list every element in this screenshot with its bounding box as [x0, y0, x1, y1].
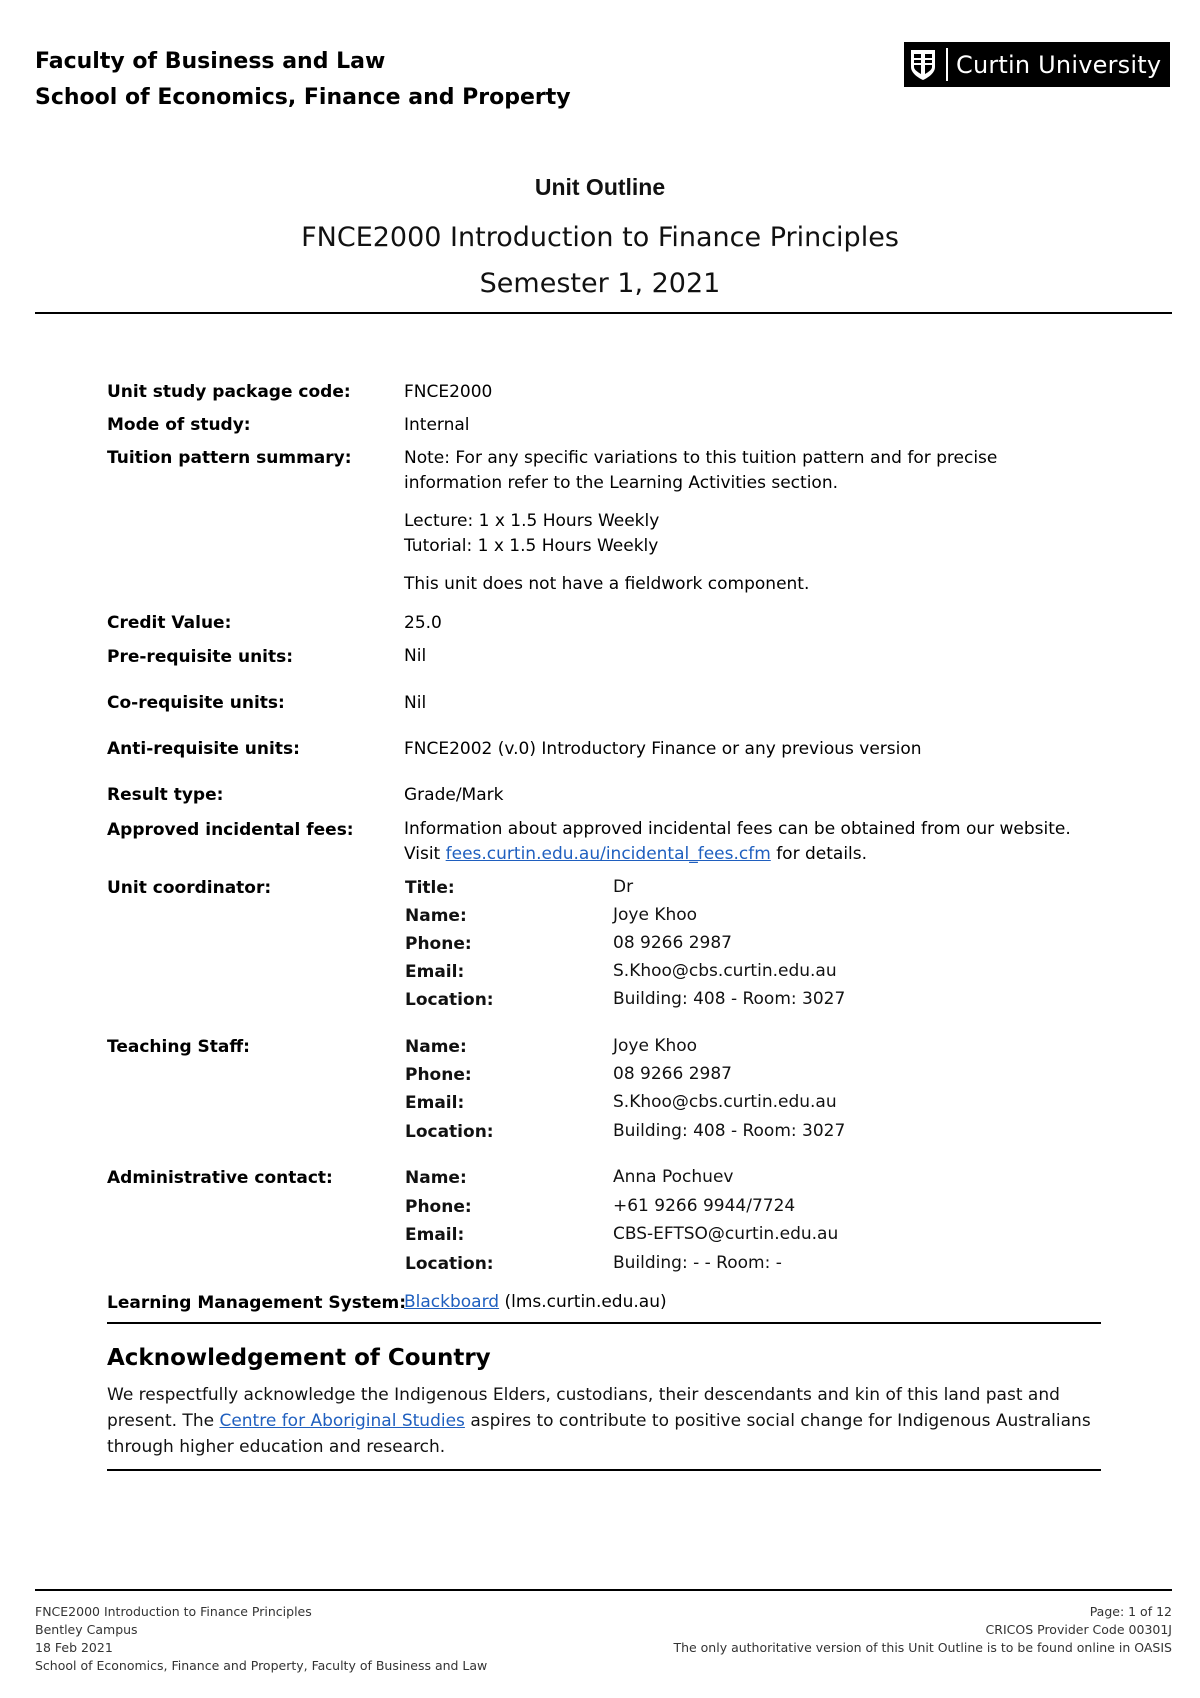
tuition-note-line-1: Note: For any specific variations to this tuition pattern and for precise: [404, 448, 998, 468]
acknowledgement-text-start: We respectfully acknowledge the Indigenous Elders, custodians, their descendants and kin of this land past and present. The: [107, 1385, 1060, 1431]
acknowledgement-heading: Acknowledgement of Country: [107, 1345, 491, 1371]
admin-phone-label: Phone:: [405, 1197, 472, 1217]
faculty-name: Faculty of Business and Law: [35, 49, 386, 74]
coordinator-location-label: Location:: [405, 990, 494, 1010]
logo-text: Curtin University: [956, 50, 1162, 79]
admin-name: Anna Pochuev: [613, 1167, 734, 1187]
prereq-label: Pre-requisite units:: [107, 647, 294, 667]
admin-phone: +61 9266 9944/7724: [613, 1196, 796, 1216]
admin-name-label: Name:: [405, 1168, 467, 1188]
package-code-label: Unit study package code:: [107, 382, 351, 402]
centre-aboriginal-studies-link[interactable]: Centre for Aboriginal Studies: [219, 1411, 465, 1431]
tuition-note-line-2: information refer to the Learning Activities section.: [404, 473, 838, 493]
fees-info: Information about approved incidental fees can be obtained from our website.: [404, 819, 1071, 839]
coreq-value: Nil: [404, 693, 427, 713]
teaching-label: Teaching Staff:: [107, 1037, 250, 1057]
mode-label: Mode of study:: [107, 415, 251, 435]
admin-email-label: Email:: [405, 1225, 465, 1245]
result-value: Grade/Mark: [404, 785, 504, 805]
admin-email: CBS-EFTSO@curtin.edu.au: [613, 1224, 839, 1244]
package-code-value: FNCE2000: [404, 382, 493, 402]
mode-value: Internal: [404, 415, 470, 435]
document-kind: Unit Outline: [534, 174, 666, 200]
admin-location: Building: - - Room: -: [613, 1253, 782, 1273]
logo-divider: [946, 48, 948, 81]
acknowledgement-divider: [107, 1469, 1101, 1471]
fees-visit-line: [404, 842, 867, 867]
teaching-email: S.Khoo@cbs.curtin.edu.au: [613, 1092, 837, 1112]
curtin-logo: [904, 42, 1170, 87]
teaching-location: Building: 408 - Room: 3027: [613, 1121, 846, 1141]
antireq-value: FNCE2002 (v.0) Introductory Finance or any previous version: [404, 739, 922, 759]
coordinator-label: Unit coordinator:: [107, 878, 272, 898]
footer-school: School of Economics, Finance and Property, Faculty of Business and Law: [35, 1658, 488, 1673]
coreq-label: Co-requisite units:: [107, 693, 285, 713]
fees-visit-text: Visit: [404, 844, 446, 864]
coordinator-phone: 08 9266 2987: [613, 933, 732, 953]
tutorial-pattern: Tutorial: 1 x 1.5 Hours Weekly: [404, 536, 659, 556]
coordinator-email-label: Email:: [405, 962, 465, 982]
faculty-heading: [35, 44, 571, 116]
semester: Semester 1, 2021: [479, 268, 721, 299]
footer-page-number: Page: 1 of 12: [1089, 1604, 1172, 1619]
footer-unit: FNCE2000 Introduction to Finance Principles: [35, 1604, 312, 1619]
coordinator-name: Joye Khoo: [613, 905, 698, 925]
teaching-email-label: Email:: [405, 1093, 465, 1113]
teaching-name-label: Name:: [405, 1037, 467, 1057]
coordinator-location: Building: 408 - Room: 3027: [613, 989, 846, 1009]
result-label: Result type:: [107, 785, 224, 805]
fees-after-text: for details.: [770, 844, 868, 864]
lecture-pattern: Lecture: 1 x 1.5 Hours Weekly: [404, 511, 660, 531]
footer-date: 18 Feb 2021: [35, 1640, 113, 1655]
footer-divider: [35, 1589, 1172, 1591]
footer-campus: Bentley Campus: [35, 1622, 138, 1637]
section-divider: [107, 1322, 1101, 1324]
teaching-phone: 08 9266 2987: [613, 1064, 732, 1084]
fieldwork-note: This unit does not have a fieldwork component.: [404, 574, 810, 594]
acknowledgement-text-end: aspires to contribute to positive social change for Indigenous Australians through higher education and research.: [107, 1411, 1091, 1457]
coordinator-name-label: Name:: [405, 906, 467, 926]
coordinator-title-label: Title:: [405, 878, 455, 898]
teaching-name: Joye Khoo: [613, 1036, 698, 1056]
unit-title: FNCE2000 Introduction to Finance Principles: [301, 222, 899, 253]
teaching-phone-label: Phone:: [405, 1065, 472, 1085]
prereq-value: Nil: [404, 646, 427, 666]
admin-location-label: Location:: [405, 1254, 494, 1274]
curtin-crest-icon: [904, 42, 942, 87]
footer-right: [673, 1603, 1172, 1657]
credit-label: Credit Value:: [107, 613, 232, 633]
blackboard-link[interactable]: Blackboard: [404, 1292, 500, 1312]
coordinator-email: S.Khoo@cbs.curtin.edu.au: [613, 961, 837, 981]
antireq-label: Anti-requisite units:: [107, 739, 300, 759]
school-name: School of Economics, Finance and Property: [35, 85, 571, 110]
lms-line: [404, 1290, 667, 1315]
fees-link[interactable]: fees.curtin.edu.au/incidental_fees.cfm: [445, 844, 771, 864]
footer-cricos: CRICOS Provider Code 00301J: [985, 1622, 1172, 1637]
tuition-label: Tuition pattern summary:: [107, 448, 352, 468]
coordinator-title: Dr: [613, 877, 634, 897]
coordinator-phone-label: Phone:: [405, 934, 472, 954]
title-divider: [35, 312, 1172, 314]
lms-label: Learning Management System:: [107, 1293, 407, 1313]
footer-authoritative-note: The only authoritative version of this Unit Outline is to be found online in OASIS: [673, 1640, 1172, 1655]
footer-left: [35, 1603, 487, 1675]
lms-url-text: (lms.curtin.edu.au): [499, 1292, 667, 1312]
teaching-location-label: Location:: [405, 1122, 494, 1142]
admin-label: Administrative contact:: [107, 1168, 333, 1188]
credit-value: 25.0: [404, 613, 442, 633]
acknowledgement-text: [107, 1382, 1097, 1460]
fees-label: Approved incidental fees:: [107, 820, 354, 840]
